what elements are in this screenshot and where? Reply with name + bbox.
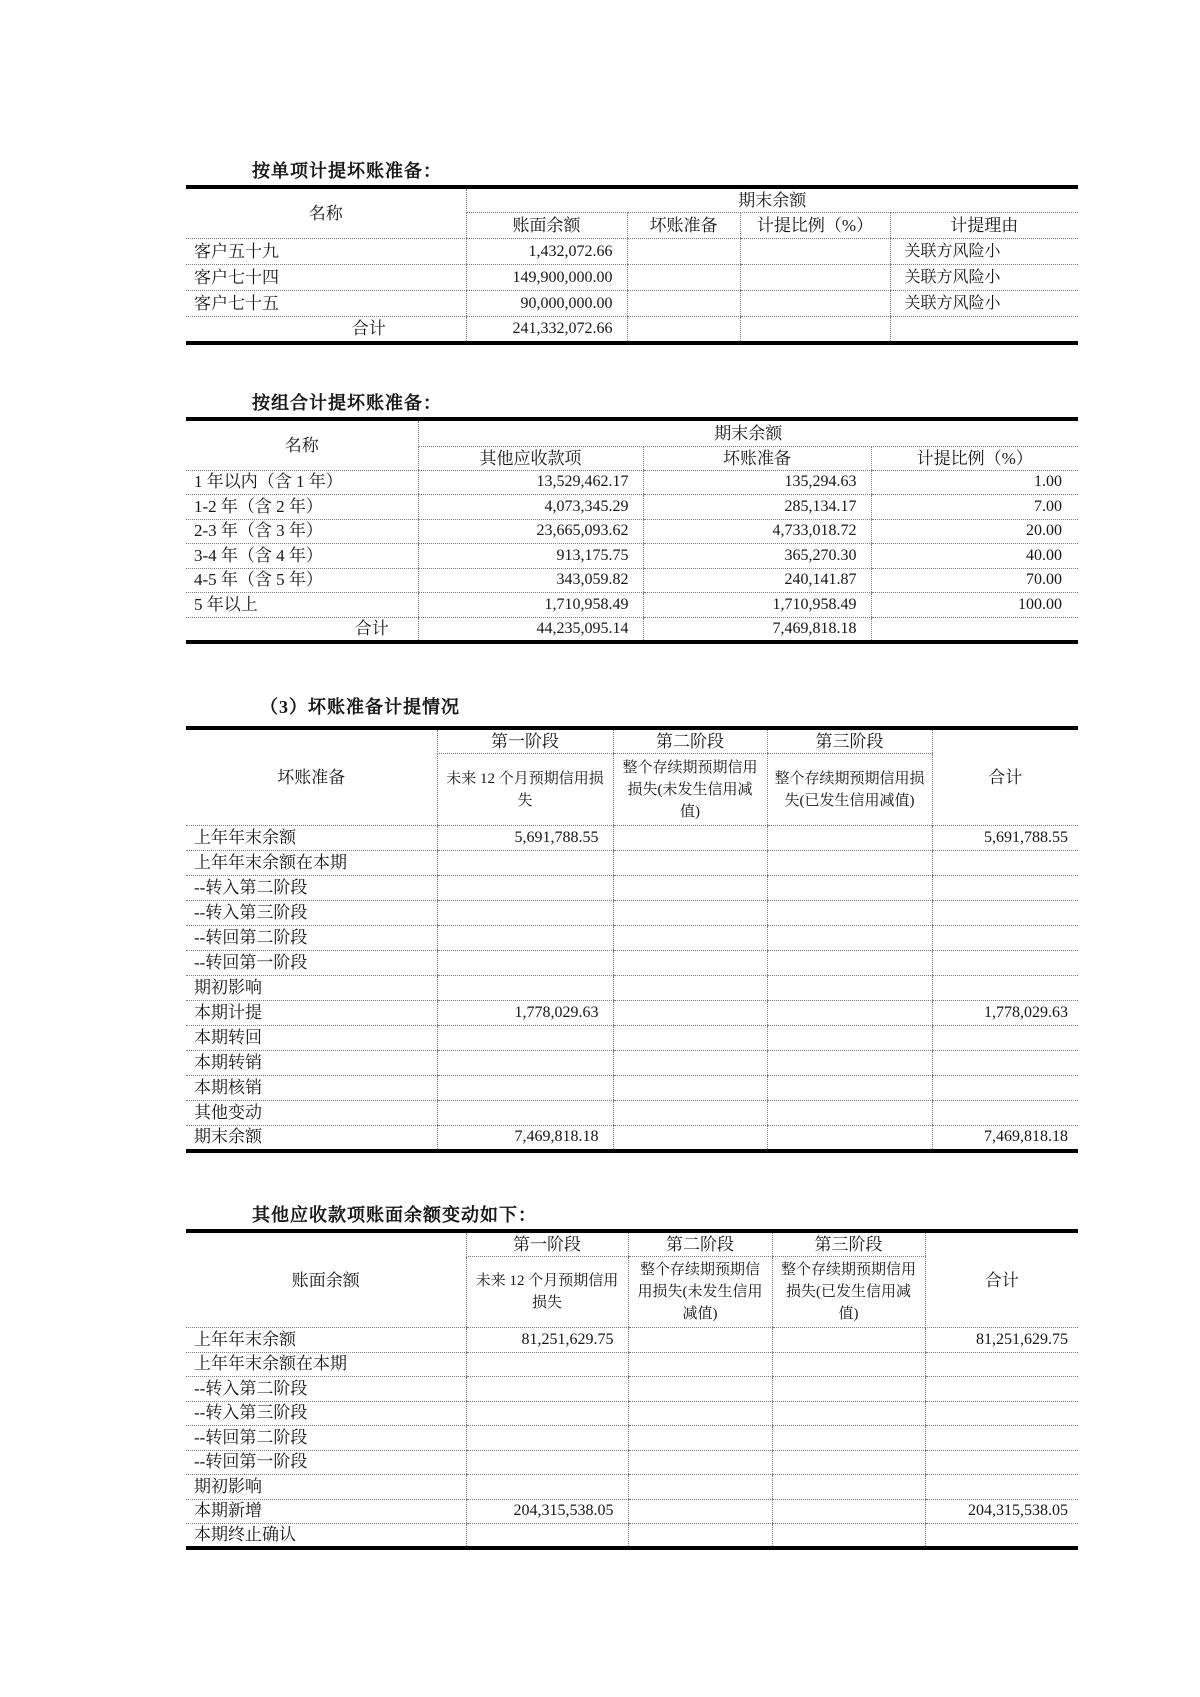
data-cell (767, 951, 932, 976)
table-row (186, 1499, 1078, 1524)
row-label: 1-2 年（含 2 年） (186, 495, 418, 520)
header-cell: 第三阶段 (767, 728, 932, 754)
data-cell (466, 1401, 628, 1426)
data-cell (772, 1377, 925, 1402)
header-cell: 坏账准备 (186, 728, 437, 826)
data-cell (772, 1524, 925, 1549)
data-cell: 1,710,958.49 (643, 593, 871, 618)
data-cell (437, 1051, 613, 1076)
data-cell (925, 1377, 1078, 1402)
data-cell (767, 851, 932, 876)
row-label: 4-5 年（含 5 年） (186, 568, 418, 593)
header-cell: 期末余额 (418, 419, 1078, 446)
data-cell (627, 317, 740, 343)
data-cell (437, 976, 613, 1001)
data-cell: 913,175.75 (418, 544, 643, 569)
table-row (186, 593, 1078, 618)
data-cell (932, 1101, 1078, 1126)
row-label: --转回第一阶段 (186, 1450, 466, 1475)
data-cell (437, 876, 613, 901)
data-cell (628, 1401, 772, 1426)
data-cell (890, 317, 1078, 343)
data-cell (772, 1450, 925, 1475)
data-cell (466, 1377, 628, 1402)
data-cell (466, 1450, 628, 1475)
table-row (186, 1051, 1078, 1076)
data-cell (437, 851, 613, 876)
header-cell: 账面余额 (186, 1231, 466, 1328)
total-row (186, 617, 1078, 642)
data-cell (437, 901, 613, 926)
row-label: 客户五十九 (186, 239, 466, 265)
data-cell: 5,691,788.55 (437, 826, 613, 851)
row-label: 期初影响 (186, 1475, 466, 1500)
data-cell (466, 1524, 628, 1549)
row-label: 5 年以上 (186, 593, 418, 618)
data-cell: 241,332,072.66 (466, 317, 627, 343)
data-cell (627, 239, 740, 265)
data-cell: 13,529,462.17 (418, 470, 643, 495)
data-cell (932, 926, 1078, 951)
data-cell: 70.00 (871, 568, 1078, 593)
data-cell (772, 1352, 925, 1377)
table-row (186, 495, 1078, 520)
data-cell (932, 876, 1078, 901)
data-cell: 4,733,018.72 (643, 519, 871, 544)
table-row (186, 1524, 1078, 1549)
data-cell (628, 1475, 772, 1500)
individual-provision-table (186, 185, 1078, 345)
section-title-individual-provision: 按单项计提坏账准备： (252, 161, 442, 181)
header-cell: 整个存续期预期信用损失(已发生信用减值) (772, 1257, 925, 1328)
data-cell: 1,432,072.66 (466, 239, 627, 265)
data-cell: 365,270.30 (643, 544, 871, 569)
data-cell: 5,691,788.55 (932, 826, 1078, 851)
row-label: --转回第二阶段 (186, 1426, 466, 1451)
row-label: 3-4 年（含 4 年） (186, 544, 418, 569)
header-cell: 第一阶段 (437, 728, 613, 754)
table-row (186, 826, 1078, 851)
table-row (186, 1101, 1078, 1126)
data-cell (613, 1076, 767, 1101)
row-label: 本期新增 (186, 1499, 466, 1524)
table-row (186, 1426, 1078, 1451)
header-cell: 未来 12 个月预期信用损失 (437, 754, 613, 826)
table-row (186, 239, 1078, 265)
data-cell (925, 1401, 1078, 1426)
data-cell (932, 951, 1078, 976)
table-row (186, 1076, 1078, 1101)
data-cell (932, 901, 1078, 926)
data-cell (767, 1126, 932, 1151)
header-cell: 合计 (932, 728, 1078, 826)
section-title-book-balance-movement: 其他应收款项账面余额变动如下： (252, 1205, 537, 1225)
row-label: 客户七十四 (186, 265, 466, 291)
data-cell (613, 976, 767, 1001)
data-cell (437, 1026, 613, 1051)
header-cell: 第二阶段 (628, 1231, 772, 1257)
row-label: 本期转回 (186, 1026, 437, 1051)
provision-stages-table (186, 726, 1078, 1153)
row-label: 本期计提 (186, 1001, 437, 1026)
header-cell: 名称 (186, 187, 466, 239)
data-cell (613, 1126, 767, 1151)
data-cell (437, 951, 613, 976)
row-label: --转入第三阶段 (186, 901, 437, 926)
data-cell (613, 851, 767, 876)
row-label: 其他变动 (186, 1101, 437, 1126)
table-row (186, 265, 1078, 291)
data-cell: 7,469,818.18 (932, 1126, 1078, 1151)
row-label: 客户七十五 (186, 291, 466, 317)
data-cell (627, 291, 740, 317)
data-cell: 343,059.82 (418, 568, 643, 593)
data-cell (613, 926, 767, 951)
header-cell: 整个存续期预期信用损失(未发生信用减值) (628, 1257, 772, 1328)
data-cell (772, 1328, 925, 1353)
data-cell (925, 1352, 1078, 1377)
header-cell: 计提比例（%） (740, 213, 890, 239)
data-cell (767, 1001, 932, 1026)
header-row (186, 187, 1078, 213)
header-cell: 账面余额 (466, 213, 627, 239)
data-cell (925, 1475, 1078, 1500)
header-cell: 期末余额 (466, 187, 1078, 213)
table-row (186, 901, 1078, 926)
row-label: --转入第二阶段 (186, 876, 437, 901)
row-label: --转回第二阶段 (186, 926, 437, 951)
data-cell (767, 1101, 932, 1126)
header-cell: 其他应收款项 (418, 446, 643, 470)
data-cell: 关联方风险小 (890, 265, 1078, 291)
table-row (186, 876, 1078, 901)
data-cell (437, 1101, 613, 1126)
data-cell (772, 1426, 925, 1451)
header-cell: 未来 12 个月预期信用损失 (466, 1257, 628, 1328)
table-row (186, 1401, 1078, 1426)
data-cell (740, 317, 890, 343)
data-cell (628, 1450, 772, 1475)
data-cell (772, 1475, 925, 1500)
section-title-provision-movement: （3）坏账准备计提情况 (260, 697, 460, 717)
header-cell: 第一阶段 (466, 1231, 628, 1257)
data-cell: 20.00 (871, 519, 1078, 544)
data-cell (613, 1001, 767, 1026)
table-row (186, 1352, 1078, 1377)
table-row (186, 1328, 1078, 1353)
data-cell: 7,469,818.18 (643, 617, 871, 642)
data-cell (437, 926, 613, 951)
data-cell: 100.00 (871, 593, 1078, 618)
row-label: 期初影响 (186, 976, 437, 1001)
table-row (186, 1026, 1078, 1051)
data-cell (772, 1499, 925, 1524)
row-label: 本期终止确认 (186, 1524, 466, 1549)
data-cell (613, 1026, 767, 1051)
table-row (186, 568, 1078, 593)
section-title-group-provision: 按组合计提坏账准备： (252, 393, 442, 413)
data-cell (932, 1051, 1078, 1076)
table-row (186, 1475, 1078, 1500)
data-cell (740, 239, 890, 265)
data-cell: 4,073,345.29 (418, 495, 643, 520)
table-row (186, 1001, 1078, 1026)
data-cell: 1,778,029.63 (932, 1001, 1078, 1026)
data-cell (767, 876, 932, 901)
row-label: 本期核销 (186, 1076, 437, 1101)
data-cell: 关联方风险小 (890, 291, 1078, 317)
data-cell (740, 265, 890, 291)
row-label: --转回第一阶段 (186, 951, 437, 976)
header-cell: 第二阶段 (613, 728, 767, 754)
table-row (186, 851, 1078, 876)
data-cell (466, 1426, 628, 1451)
table-row (186, 926, 1078, 951)
row-label: --转入第二阶段 (186, 1377, 466, 1402)
data-cell: 关联方风险小 (890, 239, 1078, 265)
data-cell: 204,315,538.05 (925, 1499, 1078, 1524)
data-cell: 285,134.17 (643, 495, 871, 520)
data-cell (627, 265, 740, 291)
table-row (186, 544, 1078, 569)
data-cell (613, 1101, 767, 1126)
table-row (186, 976, 1078, 1001)
table-row (186, 291, 1078, 317)
header-cell: 计提理由 (890, 213, 1078, 239)
data-cell (932, 976, 1078, 1001)
data-cell: 240,141.87 (643, 568, 871, 593)
data-cell (925, 1426, 1078, 1451)
data-cell (628, 1352, 772, 1377)
row-label: 上年年末余额 (186, 1328, 466, 1353)
header-cell: 名称 (186, 419, 418, 470)
data-cell: 90,000,000.00 (466, 291, 627, 317)
header-cell: 坏账准备 (643, 446, 871, 470)
data-cell (613, 876, 767, 901)
data-cell (871, 617, 1078, 642)
data-cell: 7,469,818.18 (437, 1126, 613, 1151)
row-label: 本期转销 (186, 1051, 437, 1076)
data-cell (628, 1328, 772, 1353)
header-row (186, 1231, 1078, 1257)
data-cell: 40.00 (871, 544, 1078, 569)
data-cell: 204,315,538.05 (466, 1499, 628, 1524)
data-cell (932, 1026, 1078, 1051)
header-cell: 整个存续期预期信用损失(未发生信用减值) (613, 754, 767, 826)
header-cell: 合计 (925, 1231, 1078, 1328)
data-cell (925, 1450, 1078, 1475)
data-cell: 135,294.63 (643, 470, 871, 495)
row-label: 合计 (186, 617, 418, 642)
header-cell: 计提比例（%） (871, 446, 1078, 470)
header-row (186, 419, 1078, 446)
row-label: 上年年末余额 (186, 826, 437, 851)
data-cell (932, 851, 1078, 876)
table-row (186, 1126, 1078, 1151)
data-cell: 7.00 (871, 495, 1078, 520)
data-cell (772, 1401, 925, 1426)
data-cell (740, 291, 890, 317)
data-cell (466, 1475, 628, 1500)
data-cell: 81,251,629.75 (925, 1328, 1078, 1353)
table-row (186, 951, 1078, 976)
data-cell (613, 901, 767, 926)
book-balance-stages-table (186, 1229, 1078, 1550)
row-label: 上年年末余额在本期 (186, 851, 437, 876)
data-cell (767, 901, 932, 926)
header-row (186, 728, 1078, 754)
data-cell (613, 826, 767, 851)
header-cell: 坏账准备 (627, 213, 740, 239)
data-cell (628, 1524, 772, 1549)
data-cell (628, 1377, 772, 1402)
row-label: 上年年末余额在本期 (186, 1352, 466, 1377)
data-cell: 149,900,000.00 (466, 265, 627, 291)
data-cell (466, 1352, 628, 1377)
data-cell: 1.00 (871, 470, 1078, 495)
data-cell: 81,251,629.75 (466, 1328, 628, 1353)
data-cell (925, 1524, 1078, 1549)
data-cell (767, 1026, 932, 1051)
data-cell (767, 826, 932, 851)
data-cell: 23,665,093.62 (418, 519, 643, 544)
group-provision-aging-table (186, 417, 1078, 644)
data-cell (628, 1426, 772, 1451)
data-cell: 44,235,095.14 (418, 617, 643, 642)
data-cell (613, 951, 767, 976)
data-cell (932, 1076, 1078, 1101)
table-row (186, 470, 1078, 495)
row-label: 1 年以内（含 1 年） (186, 470, 418, 495)
header-cell: 整个存续期预期信用损失(已发生信用减值) (767, 754, 932, 826)
total-row (186, 317, 1078, 343)
row-label: 合计 (186, 317, 466, 343)
table-row (186, 519, 1078, 544)
row-label: --转入第三阶段 (186, 1401, 466, 1426)
table-row (186, 1377, 1078, 1402)
header-cell: 第三阶段 (772, 1231, 925, 1257)
data-cell (767, 1051, 932, 1076)
data-cell (767, 1076, 932, 1101)
data-cell: 1,710,958.49 (418, 593, 643, 618)
data-cell (437, 1076, 613, 1101)
data-cell (767, 976, 932, 1001)
row-label: 期末余额 (186, 1126, 437, 1151)
table-row (186, 1450, 1078, 1475)
row-label: 2-3 年（含 3 年） (186, 519, 418, 544)
data-cell (628, 1499, 772, 1524)
data-cell (767, 926, 932, 951)
data-cell: 1,778,029.63 (437, 1001, 613, 1026)
data-cell (613, 1051, 767, 1076)
